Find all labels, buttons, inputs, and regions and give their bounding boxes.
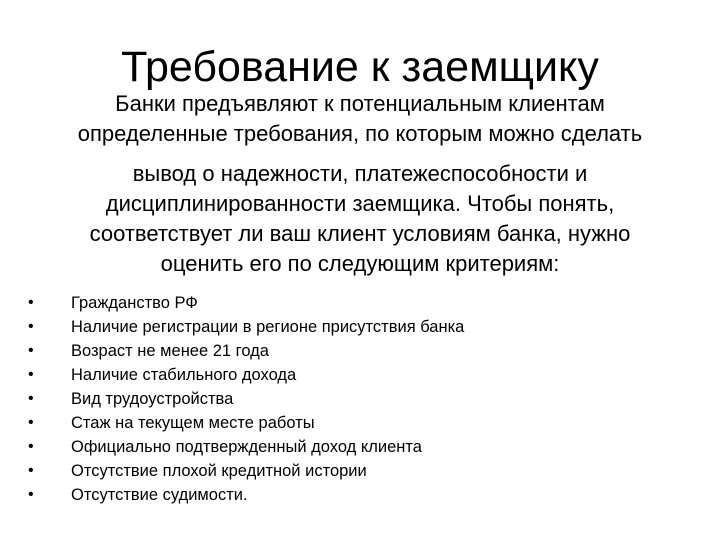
list-item (28, 435, 688, 459)
criteria-item-label: Отсутствие судимости. (71, 486, 248, 504)
bullet-icon: • (28, 390, 34, 407)
bullet-icon: • (28, 462, 34, 479)
list-item (28, 363, 688, 387)
intro-line: соответствует ли ваш клиент условиям банка, нужно (89, 221, 631, 246)
list-item (28, 291, 688, 315)
criteria-item-label: Наличие регистрации в регионе присутствия банка (71, 318, 465, 336)
criteria-item-label: Возраст не менее 21 года (71, 342, 269, 360)
bullet-icon: • (28, 414, 34, 431)
criteria-item-label: Отсутствие плохой кредитной истории (71, 462, 367, 480)
criteria-item-label: Наличие стабильного дохода (71, 366, 297, 384)
list-item (28, 483, 688, 507)
criteria-item-label: Гражданство РФ (71, 294, 198, 312)
intro-line: Банки предъявляют к потенциальным клиентам (115, 91, 605, 116)
criteria-item-label: Официально подтвержденный доход клиента (71, 438, 422, 456)
list-item (28, 411, 688, 435)
criteria-list (28, 291, 688, 507)
list-item (28, 459, 688, 483)
intro-line: вывод о надежности, платежеспособности и (132, 161, 588, 186)
criteria-item-label: Вид трудоустройства (71, 390, 234, 408)
intro-line: оценить его по следующим критериям: (160, 251, 560, 276)
list-item (28, 315, 688, 339)
bullet-icon: • (28, 438, 34, 455)
bullet-icon: • (28, 486, 34, 503)
bullet-icon: • (28, 294, 34, 311)
list-item (28, 339, 688, 363)
bullet-icon: • (28, 342, 34, 359)
criteria-item-label: Стаж на текущем месте работы (71, 414, 315, 432)
intro-line: определенные требования, по которым можно сделать (77, 121, 643, 146)
bullet-icon: • (28, 318, 34, 335)
bullet-icon: • (28, 366, 34, 383)
slide-title: Требование к заемщику (121, 43, 599, 91)
list-item (28, 387, 688, 411)
intro-line: дисциплинированности заемщика. Чтобы понять, (105, 191, 615, 216)
intro-paragraph (20, 89, 700, 279)
